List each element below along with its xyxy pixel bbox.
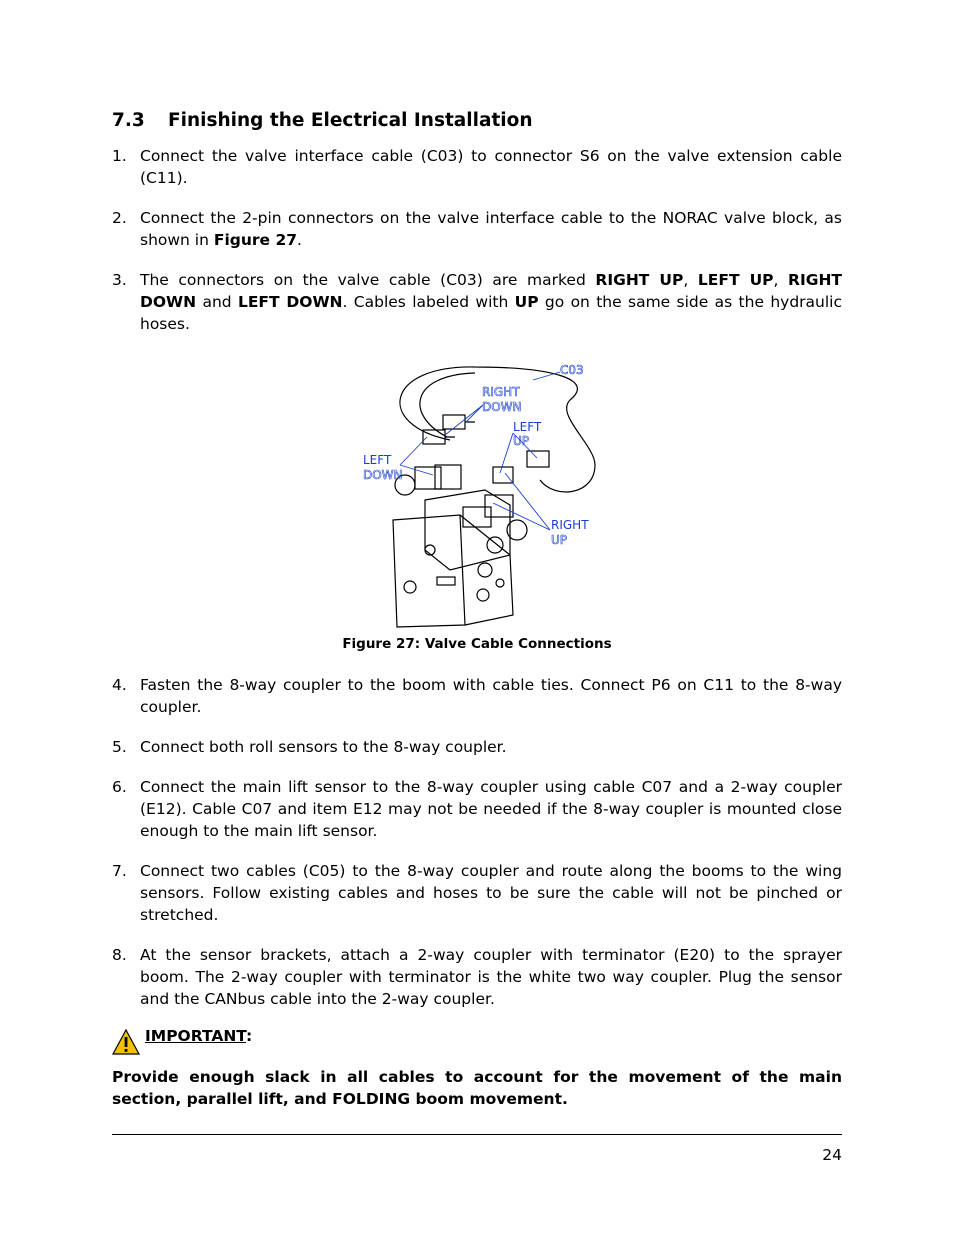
step-text-part: go on the same side as the hydraulic hoses.: [140, 293, 842, 333]
valve-cable-diagram: [355, 355, 615, 630]
step-text-part: ,: [683, 271, 698, 289]
step-text: Connect the main lift sensor to the 8-way coupler using cable C07 and a 2-way coupler (E12). Cable C07 and item E12 may not be needed if the 8-way coupler is mounted close enough to the main lift sensor.: [140, 778, 842, 840]
important-heading: [145, 1027, 252, 1045]
step-text-part: .: [297, 231, 302, 249]
label-right-down-1: RIGHT: [482, 385, 520, 399]
footer-divider: [112, 1134, 842, 1135]
step-number: 1.: [112, 147, 127, 165]
step-text: [140, 269, 842, 335]
label-up: UP: [514, 293, 539, 311]
label-right-down-2: DOWN: [482, 400, 522, 414]
step-text-part: The connectors on the valve cable (C03) are marked: [140, 271, 596, 289]
step-5: [112, 736, 842, 758]
step-text-part: Connect the 2-pin connectors on the valve interface cable to the NORAC valve block, as shown in: [140, 209, 842, 249]
step-text: Fasten the 8-way coupler to the boom with cable ties. Connect P6 on C11 to the 8-way coupler.: [140, 676, 842, 716]
step-text: Connect the valve interface cable (C03) to connector S6 on the valve extension cable (C11).: [140, 147, 842, 187]
figure-caption: Figure 27: Valve Cable Connections: [342, 636, 612, 652]
label-left-up-1: LEFT: [513, 420, 542, 434]
step-1: [112, 145, 842, 189]
important-label: IMPORTANT: [145, 1027, 247, 1045]
warning-icon: [112, 1029, 140, 1055]
figure-reference: Figure 27: [213, 231, 298, 249]
step-number: 7.: [112, 862, 127, 880]
label-c03: C03: [560, 363, 584, 377]
label-right-up-1: RIGHT: [551, 518, 589, 532]
label-left-down: LEFT DOWN: [237, 293, 343, 311]
step-number: 3.: [112, 271, 127, 289]
step-text-part: . Cables labeled with: [342, 293, 515, 311]
label-left-down-1: LEFT: [363, 453, 392, 467]
page-number: 24: [822, 1146, 842, 1164]
label-left-down-2: DOWN: [363, 468, 403, 482]
step-text: At the sensor brackets, attach a 2-way coupler with terminator (E20) to the sprayer boom. The 2-way coupler with terminator is the white two way coupler. Plug the sensor and the CANbus cable into the 2-way coupler.: [140, 946, 842, 1008]
label-right-up-2: UP: [551, 533, 568, 547]
step-text: Connect both roll sensors to the 8-way coupler.: [140, 738, 507, 756]
label-right-down: RIGHT DOWN: [140, 271, 843, 311]
step-6: [112, 776, 842, 842]
step-number: 8.: [112, 946, 127, 964]
important-text: Provide enough slack in all cables to account for the movement of the main section, parallel lift, and FOLDING boom movement.: [112, 1068, 842, 1108]
section-number: 7.3: [112, 110, 145, 131]
step-7: [112, 860, 842, 926]
label-left-up: LEFT UP: [697, 271, 774, 289]
step-text: [140, 207, 842, 251]
label-right-up: RIGHT UP: [595, 271, 684, 289]
section-title: Finishing the Electrical Installation: [168, 110, 533, 131]
step-2: [112, 207, 842, 251]
step-text: Connect two cables (C05) to the 8-way coupler and route along the booms to the wing sensors. Follow existing cables and hoses to be sure the cable will not be pinched or stretched.: [140, 862, 842, 924]
step-number: 2.: [112, 209, 127, 227]
step-number: 6.: [112, 778, 127, 796]
step-4: [112, 674, 842, 718]
important-colon: :: [246, 1027, 253, 1045]
step-8: [112, 944, 842, 1010]
section-heading: [112, 110, 533, 131]
step-text-part: and: [196, 293, 238, 311]
label-left-up-2: UP: [513, 434, 530, 448]
step-number: 5.: [112, 738, 127, 756]
step-3: [112, 269, 842, 335]
step-number: 4.: [112, 676, 127, 694]
step-text-part: ,: [773, 271, 789, 289]
